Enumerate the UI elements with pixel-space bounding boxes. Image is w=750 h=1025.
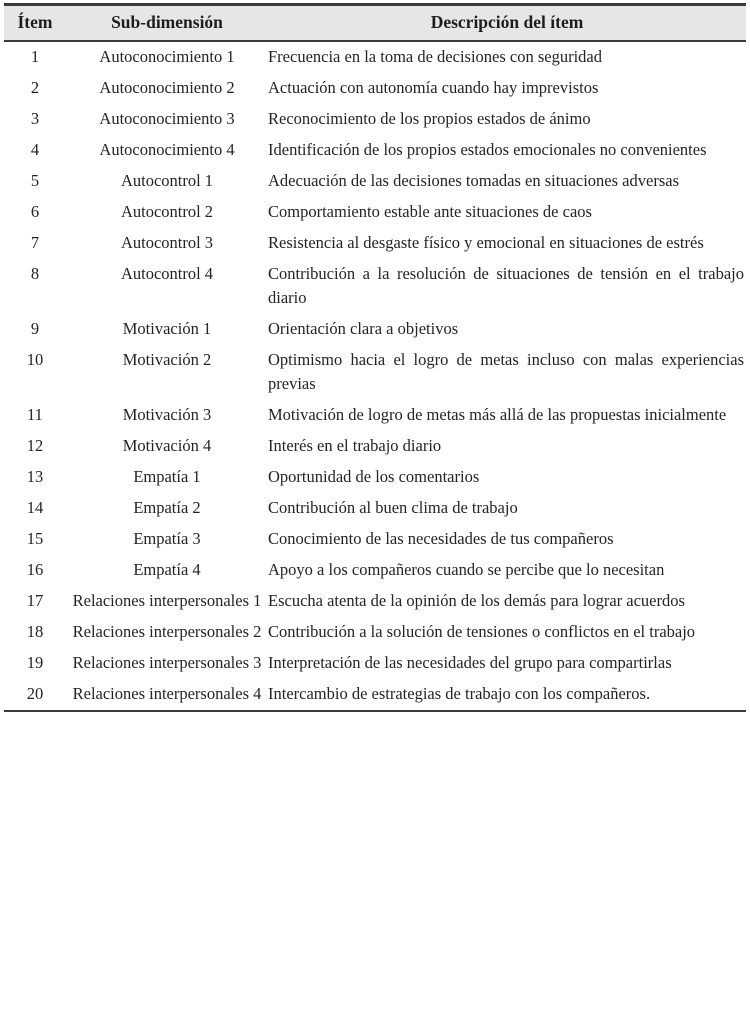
item-cell: 19 bbox=[26, 653, 44, 672]
desc-cell: Interés en el trabajo diario bbox=[268, 436, 442, 455]
table-row bbox=[4, 135, 746, 166]
subdim-cell: Relaciones interpersonales 4 bbox=[72, 684, 262, 703]
item-cell: 16 bbox=[26, 560, 44, 579]
table-row bbox=[4, 197, 746, 228]
table-row bbox=[4, 555, 746, 586]
item-cell: 11 bbox=[27, 405, 43, 424]
desc-cell: Reconocimiento de los propios estados de ánimo bbox=[268, 109, 591, 128]
column-header-item: Ítem bbox=[4, 5, 66, 42]
item-cell: 5 bbox=[30, 171, 40, 190]
item-cell: 2 bbox=[30, 78, 40, 97]
table-row bbox=[4, 104, 746, 135]
desc-cell: Conocimiento de las necesidades de tus compañeros bbox=[268, 529, 614, 548]
desc-cell: Contribución a la solución de tensiones o conflictos en el trabajo bbox=[268, 622, 696, 641]
table-row bbox=[4, 524, 746, 555]
subdim-cell: Empatía 2 bbox=[133, 498, 201, 517]
table-row bbox=[4, 586, 746, 617]
subdim-cell: Autoconocimiento 1 bbox=[99, 47, 235, 66]
desc-cell: Frecuencia en la toma de decisiones con seguridad bbox=[268, 47, 602, 66]
table-row bbox=[4, 462, 746, 493]
table-header bbox=[4, 5, 746, 42]
table-row bbox=[4, 431, 746, 462]
table-row bbox=[4, 73, 746, 104]
desc-cell: Interpretación de las necesidades del grupo para compartirlas bbox=[268, 653, 672, 672]
item-cell: 10 bbox=[26, 350, 44, 369]
column-header-description: Descripción del ítem bbox=[268, 5, 746, 42]
subdim-cell: Empatía 1 bbox=[133, 467, 201, 486]
table-row bbox=[4, 617, 746, 648]
table-row bbox=[4, 648, 746, 679]
item-cell: 12 bbox=[26, 436, 44, 455]
item-cell: 7 bbox=[30, 233, 40, 252]
table-body bbox=[4, 41, 746, 711]
desc-cell: Escucha atenta de la opinión de los demás para lograr acuerdos bbox=[268, 591, 685, 610]
items-table bbox=[4, 3, 746, 712]
desc-cell: Oportunidad de los comentarios bbox=[268, 467, 480, 486]
desc-cell: Identificación de los propios estados emocionales no convenientes bbox=[268, 140, 707, 159]
desc-cell: Resistencia al desgaste físico y emocional en situaciones de estrés bbox=[268, 233, 704, 252]
desc-cell: Intercambio de estrategias de trabajo con los compañeros. bbox=[268, 684, 651, 703]
subdim-cell: Autoconocimiento 4 bbox=[99, 140, 235, 159]
desc-cell: Apoyo a los compañeros cuando se percibe que lo necesitan bbox=[268, 560, 665, 579]
desc-cell: Optimismo hacia el logro de metas incluso con malas experiencias previas bbox=[268, 350, 744, 393]
subdim-cell: Autoconocimiento 3 bbox=[99, 109, 235, 128]
item-cell: 1 bbox=[30, 47, 40, 66]
item-cell: 17 bbox=[26, 591, 44, 610]
table-row bbox=[4, 41, 746, 73]
item-cell: 9 bbox=[30, 319, 40, 338]
desc-cell: Comportamiento estable ante situaciones de caos bbox=[268, 202, 592, 221]
item-cell: 4 bbox=[30, 140, 40, 159]
table-row bbox=[4, 228, 746, 259]
subdim-cell: Relaciones interpersonales 2 bbox=[72, 622, 262, 641]
desc-cell: Contribución al buen clima de trabajo bbox=[268, 498, 518, 517]
table-row bbox=[4, 493, 746, 524]
table-row bbox=[4, 679, 746, 711]
subdim-cell: Motivación 3 bbox=[122, 405, 212, 424]
header-row bbox=[4, 5, 746, 42]
item-cell: 20 bbox=[26, 684, 44, 703]
subdim-cell: Autocontrol 2 bbox=[120, 202, 214, 221]
desc-cell: Contribución a la resolución de situaciones de tensión en el trabajo diario bbox=[268, 264, 744, 307]
subdim-cell: Empatía 4 bbox=[133, 560, 201, 579]
item-cell: 18 bbox=[26, 622, 44, 641]
item-cell: 13 bbox=[26, 467, 44, 486]
item-cell: 8 bbox=[30, 264, 40, 283]
desc-cell: Actuación con autonomía cuando hay imprevistos bbox=[268, 78, 599, 97]
subdim-cell: Autocontrol 4 bbox=[120, 264, 214, 283]
subdim-cell: Autocontrol 1 bbox=[120, 171, 214, 190]
item-cell: 6 bbox=[30, 202, 40, 221]
desc-cell: Motivación de logro de metas más allá de las propuestas inicialmente bbox=[268, 405, 727, 424]
subdim-cell: Relaciones interpersonales 3 bbox=[72, 653, 262, 672]
subdim-cell: Autocontrol 3 bbox=[120, 233, 214, 252]
table-row bbox=[4, 259, 746, 314]
subdim-cell: Motivación 4 bbox=[122, 436, 212, 455]
desc-cell: Adecuación de las decisiones tomadas en situaciones adversas bbox=[268, 171, 679, 190]
table-row bbox=[4, 345, 746, 400]
table-row bbox=[4, 400, 746, 431]
subdim-cell: Empatía 3 bbox=[133, 529, 201, 548]
item-cell: 15 bbox=[26, 529, 44, 548]
table-row bbox=[4, 166, 746, 197]
subdim-cell: Motivación 2 bbox=[122, 350, 212, 369]
table-row bbox=[4, 314, 746, 345]
item-cell: 3 bbox=[30, 109, 40, 128]
subdim-cell: Autoconocimiento 2 bbox=[99, 78, 235, 97]
subdim-cell: Motivación 1 bbox=[122, 319, 212, 338]
desc-cell: Orientación clara a objetivos bbox=[268, 319, 459, 338]
item-cell: 14 bbox=[26, 498, 44, 517]
column-header-subdimension: Sub-dimensión bbox=[66, 5, 268, 42]
subdim-cell: Relaciones interpersonales 1 bbox=[72, 591, 262, 610]
